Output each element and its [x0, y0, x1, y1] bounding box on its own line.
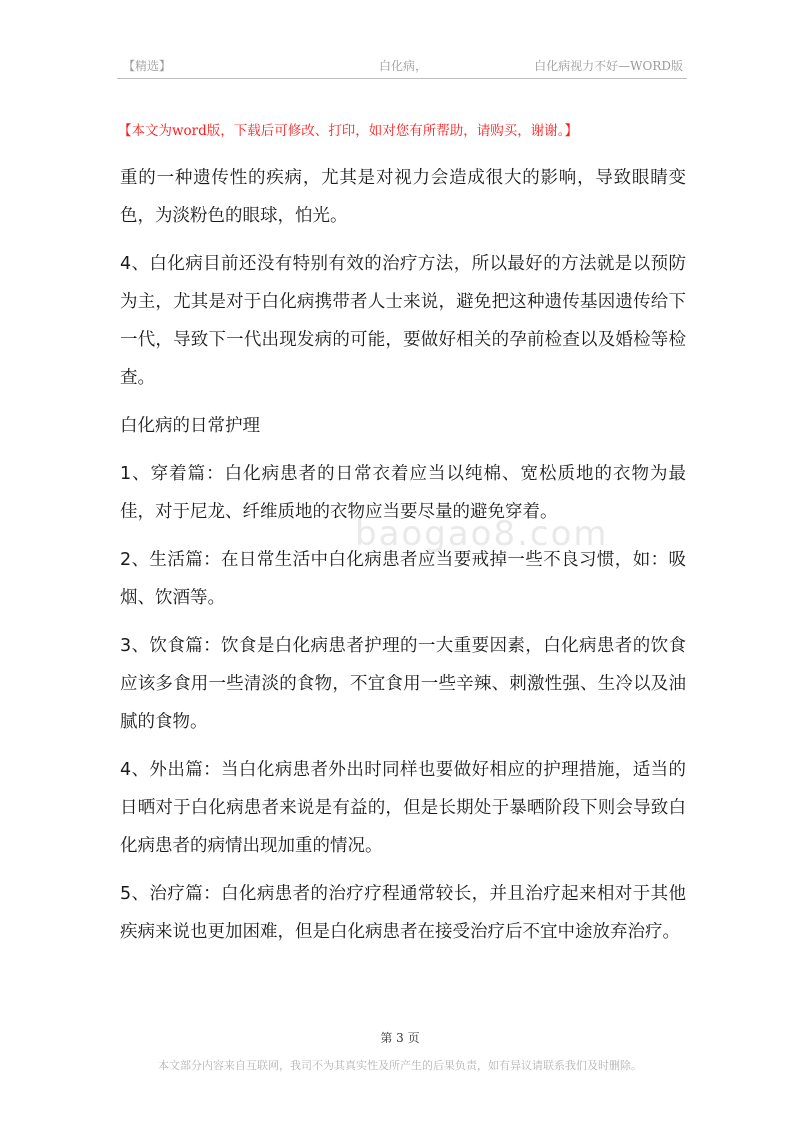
watermark: baogao8.com [355, 514, 609, 554]
section-heading: 白化病的日常护理 [120, 416, 260, 436]
paragraph: 重的一种遗传性的疾病，尤其是对视力会造成很大的影响，导致眼睛变色，为淡粉色的眼球，怕光。 [120, 168, 686, 226]
paragraph: 4、白化病目前还没有特别有效的治疗方法，所以最好的方法就是以预防为主，尤其是对于白化病携带者人士来说，避免把这种遗传基因遗传给下一代，导致下一代出现发病的可能，要做好相关的孕前检查以及婚检等检查。 [120, 254, 686, 388]
paragraph: 1、穿着篇：白化病患者的日常衣着应当以纯棉、宽松质地的衣物为最佳，对于尼龙、纤维质地的衣物应当要尽量的避免穿着。 [120, 464, 686, 522]
page-header [117, 57, 687, 77]
paragraph: 4、外出篇：当白化病患者外出时同样也要做好相应的护理措施，适当的日晒对于白化病患者来说是有益的，但是长期处于暴晒阶段下则会导致白化病患者的病情出现加重的情况。 [120, 760, 686, 856]
paragraph: 3、饮食篇：饮食是白化病患者护理的一大重要因素，白化病患者的饮食应该多食用一些清淡的食物，不宜食用一些辛辣、刺激性强、生冷以及油腻的食物。 [120, 636, 686, 732]
header-divider [117, 78, 687, 79]
document-body [120, 159, 686, 961]
page-number: 第 3 页 [380, 1031, 420, 1045]
footer-disclaimer: 本文部分内容来自互联网，我司不为其真实性及所产生的后果负责，如有异议请联系我们及时删除。 [158, 1059, 642, 1072]
header-center-label: 白化病， [379, 59, 428, 73]
download-notice: 【本文为word版，下载后可修改、打印，如对您有所帮助，请购买，谢谢。】 [118, 123, 579, 139]
paragraph: 2、生活篇：在日常生活中白化病患者应当要戒掉一些不良习惯，如：吸烟、饮酒等。 [120, 550, 686, 608]
paragraph: 5、治疗篇：白化病患者的治疗疗程通常较长，并且治疗起来相对于其他疾病来说也更加困难，但是白化病患者在接受治疗后不宜中途放弃治疗。 [120, 884, 686, 942]
header-right-label: 白化病视力不好—WORD版 [534, 59, 683, 73]
header-left-label: 【精选】 [123, 59, 172, 73]
